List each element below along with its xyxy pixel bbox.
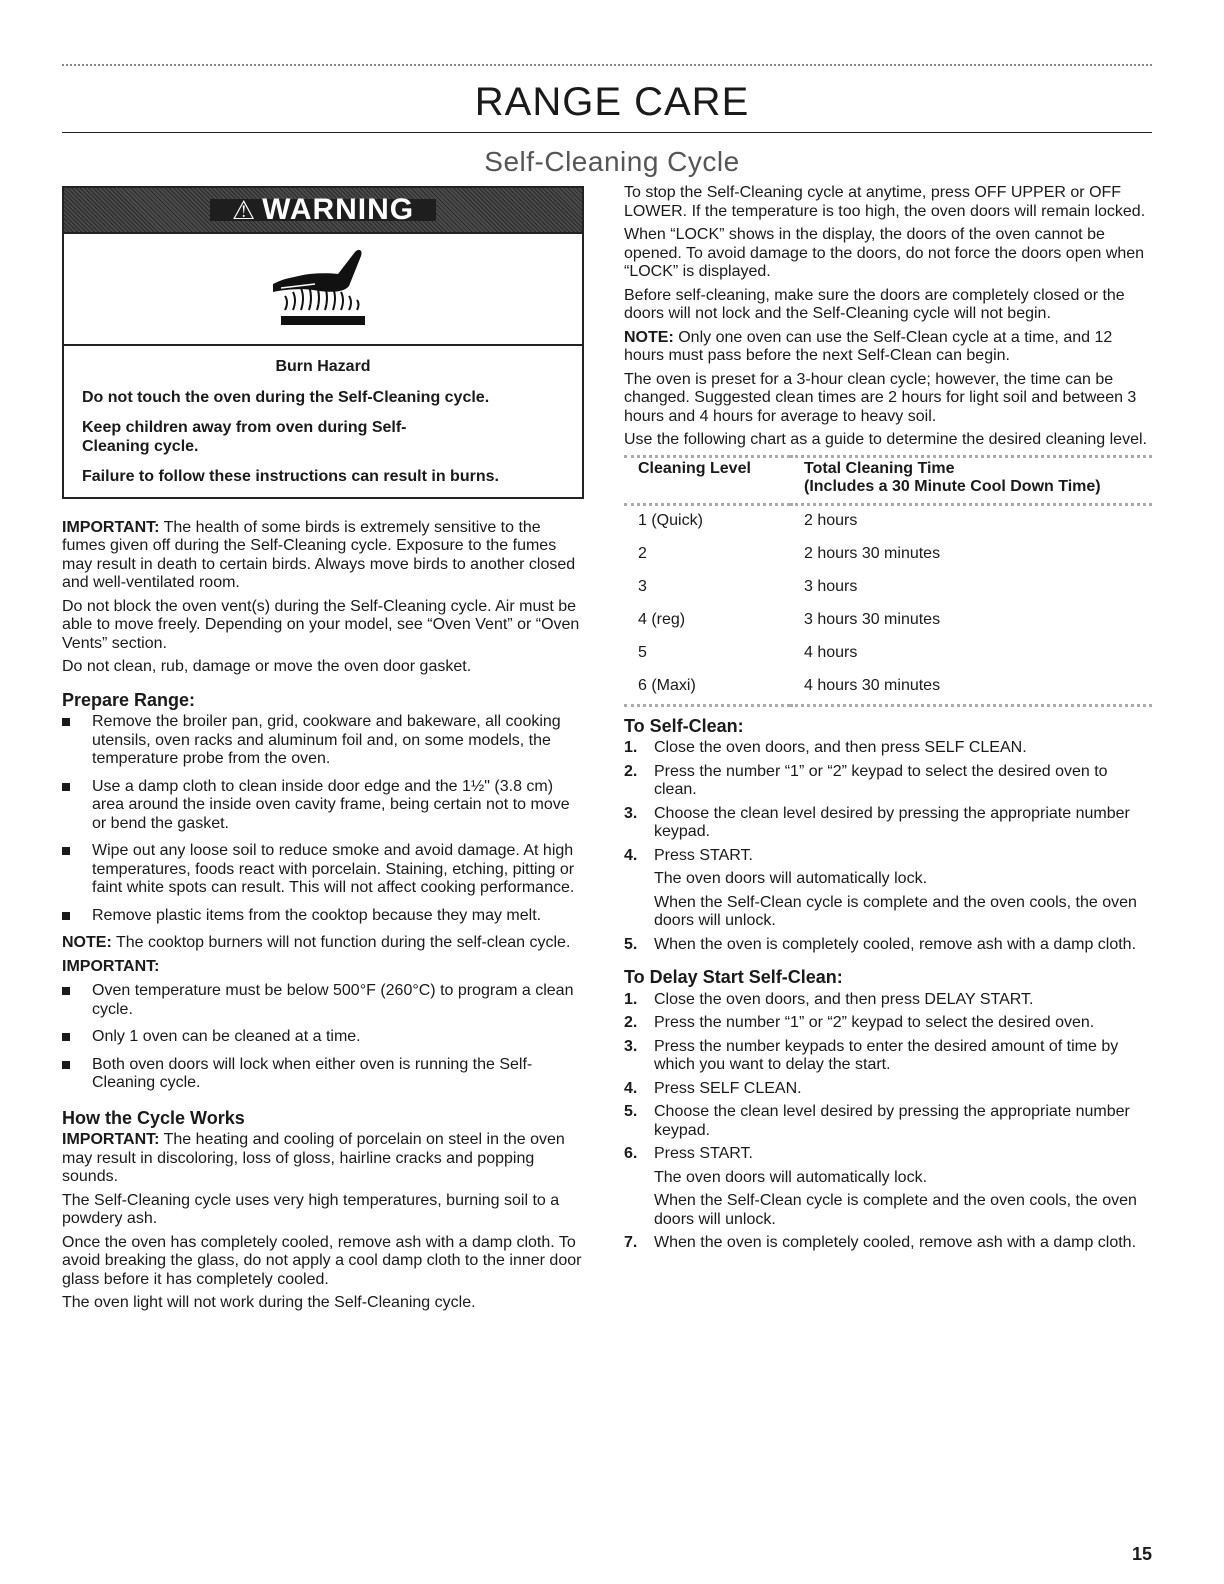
table-row: 1 (Quick) 2 hours bbox=[638, 511, 858, 529]
hand-over-heat-icon bbox=[263, 244, 383, 334]
prepare-range-heading: Prepare Range: bbox=[62, 689, 196, 710]
important-birds-paragraph: IMPORTANT: The health of some birds is extremely sensitive to the fumes given off during the Self-Cleaning cycle. Exposure to the fumes may result in death to certain birds. Always move birds to another closed and well-ventilated room. bbox=[62, 518, 576, 591]
table-row: 4 (reg) 3 hours 30 minutes bbox=[638, 610, 941, 628]
page-number: 15 bbox=[1131, 1544, 1152, 1564]
vent-paragraph: Do not block the oven vent(s) during the Self-Cleaning cycle. Air must be able to move freely. Depending on your model, see “Oven Vent” or “Oven Vents” section. bbox=[62, 597, 580, 652]
warning-box bbox=[62, 186, 584, 499]
stop-cycle-paragraph: To stop the Self-Cleaning cycle at anytime, press OFF UPPER or OFF LOWER. If the temperature is too high, the oven doors will remain locked. bbox=[624, 184, 1146, 220]
prepare-range-list bbox=[62, 713, 588, 925]
list-item: 3. Choose the clean level desired by pressing the appropriate number keypad. bbox=[624, 804, 1130, 840]
how-paragraph: Once the oven has completely cooled, remove ash with a damp cloth. To avoid breaking the glass, do not apply a cool damp cloth to the inner door glass before it has completely cooled. bbox=[62, 1233, 582, 1288]
list-item: 2. Press the number “1” or “2” keypad to select the desired oven. bbox=[624, 1014, 1095, 1031]
table-row: 6 (Maxi) 4 hours 30 minutes bbox=[624, 671, 1152, 706]
cleaning-level-table bbox=[624, 455, 1152, 707]
burn-hazard-hand-icon bbox=[64, 234, 582, 346]
list-item: 5. Choose the clean level desired by pressing the appropriate number keypad. bbox=[624, 1103, 1130, 1139]
right-column bbox=[624, 184, 1152, 1259]
doors-closed-paragraph: Before self-cleaning, make sure the doors are completely closed or the doors will not lock and the Self-Cleaning cycle will not begin. bbox=[624, 286, 1125, 322]
important-label: IMPORTANT: bbox=[62, 957, 160, 975]
warning-triangle-icon: ⚠ bbox=[231, 194, 257, 225]
warning-heading: Burn Hazard bbox=[275, 358, 371, 375]
list-item: 1. Close the oven doors, and then press DELAY START. bbox=[624, 990, 1034, 1008]
warning-line: Failure to follow these instructions can result in burns. bbox=[82, 468, 499, 485]
table-header-row bbox=[624, 456, 1152, 504]
important-list bbox=[62, 982, 588, 1093]
page-title: RANGE CARE bbox=[474, 80, 750, 124]
warning-banner bbox=[64, 188, 582, 234]
list-item: Both oven doors will lock when either oven is running the Self-Cleaning cycle. bbox=[62, 1056, 588, 1093]
note-burners-paragraph: NOTE: The cooktop burners will not function during the self-clean cycle. bbox=[62, 934, 571, 951]
step-subtext: The oven doors will automatically lock. bbox=[654, 870, 928, 887]
list-item: Use a damp cloth to clean inside door edge and the 1½" (3.8 cm) area around the inside oven cavity frame, being certain not to move or bend the gasket. bbox=[62, 778, 588, 834]
list-item: Only 1 oven can be cleaned at a time. bbox=[62, 1028, 588, 1047]
self-clean-steps bbox=[624, 739, 1152, 954]
gasket-paragraph: Do not clean, rub, damage or move the oven door gasket. bbox=[62, 658, 472, 675]
step-subtext: When the Self-Clean cycle is complete and the oven cools, the oven doors will unlock. bbox=[654, 1192, 1137, 1228]
preset-paragraph: The oven is preset for a 3-hour clean cycle; however, the time can be changed. Suggested clean times are 2 hours for light soil and between 3 hours and 4 hours for average to heavy soil. bbox=[624, 370, 1137, 425]
warning-label: WARNING bbox=[262, 192, 415, 226]
list-item: 3. Press the number keypads to enter the desired amount of time by which you want to delay the start. bbox=[624, 1037, 1119, 1073]
how-important-paragraph: IMPORTANT: The heating and cooling of porcelain on steel in the oven may result in discoloring, loss of gloss, hairline cracks and popping sounds. bbox=[62, 1131, 565, 1185]
list-item: 1. Close the oven doors, and then press SELF CLEAN. bbox=[624, 739, 1027, 756]
table-row: 3 3 hours bbox=[638, 577, 858, 595]
list-item: Remove the broiler pan, grid, cookware and bakeware, all cooking utensils, oven racks and aluminum foil and, on some models, the temperature probe from the oven. bbox=[62, 713, 588, 769]
section-subtitle: Self-Cleaning Cycle bbox=[484, 146, 740, 177]
left-column bbox=[62, 186, 588, 1318]
lock-paragraph: When “LOCK” shows in the display, the doors of the oven cannot be opened. To avoid damage to the doors, do not force the doors open when “LOCK” is displayed. bbox=[624, 226, 1145, 280]
title-divider bbox=[62, 132, 1152, 133]
column-header: Total Cleaning Time (Includes a 30 Minute Cool Down Time) bbox=[804, 459, 1101, 495]
how-cycle-works-heading: How the Cycle Works bbox=[62, 1107, 245, 1128]
delay-start-steps bbox=[624, 991, 1152, 1253]
note-one-oven-paragraph: NOTE: Only one oven can use the Self-Clean cycle at a time, and 12 hours must pass before the next Self-Clean can begin. bbox=[624, 328, 1113, 364]
top-divider bbox=[62, 64, 1152, 66]
step-subtext: The oven doors will automatically lock. bbox=[654, 1168, 928, 1186]
how-paragraph: The oven light will not work during the Self-Cleaning cycle. bbox=[62, 1294, 476, 1311]
table-row: 5 4 hours bbox=[638, 643, 858, 661]
warning-text bbox=[64, 346, 582, 497]
list-item: 6. Press START. The oven doors will automatically lock. When the Self-Clean cycle is complete and the oven cools, the oven doors will unlock. bbox=[624, 1145, 1152, 1229]
list-item: 4. Press START. The oven doors will automatically lock. When the Self-Clean cycle is complete and the oven cools, the oven doors will unlock. bbox=[624, 847, 1152, 931]
column-header: Cleaning Level bbox=[638, 459, 751, 477]
list-item: 7. When the oven is completely cooled, remove ash with a damp cloth. bbox=[624, 1234, 1137, 1251]
self-clean-heading: To Self-Clean: bbox=[624, 715, 744, 736]
list-item: Wipe out any loose soil to reduce smoke and avoid damage. At high temperatures, foods react with porcelain. Staining, etching, pitting or faint white spots can result. This will not affect cooking performance. bbox=[62, 842, 588, 898]
list-item: Oven temperature must be below 500°F (260°C) to program a clean cycle. bbox=[62, 982, 588, 1019]
warning-line: Do not touch the oven during the Self-Cleaning cycle. bbox=[82, 388, 490, 406]
chart-intro-paragraph: Use the following chart as a guide to determine the desired cleaning level. bbox=[624, 431, 1147, 448]
list-item: Remove plastic items from the cooktop because they may melt. bbox=[62, 907, 588, 926]
how-paragraph: The Self-Cleaning cycle uses very high temperatures, burning soil to a powdery ash. bbox=[62, 1191, 560, 1227]
table-row: 2 2 hours 30 minutes bbox=[638, 544, 941, 562]
delay-start-heading: To Delay Start Self-Clean: bbox=[624, 967, 843, 987]
list-item: 2. Press the number “1” or “2” keypad to select the desired oven to clean. bbox=[624, 762, 1108, 798]
list-item: 4. Press SELF CLEAN. bbox=[624, 1079, 802, 1097]
warning-line: Keep children away from oven during Self-Cleaning cycle. bbox=[82, 419, 407, 455]
list-item: 5. When the oven is completely cooled, remove ash with a damp cloth. bbox=[624, 935, 1137, 953]
step-subtext: When the Self-Clean cycle is complete and the oven cools, the oven doors will unlock. bbox=[654, 893, 1137, 929]
